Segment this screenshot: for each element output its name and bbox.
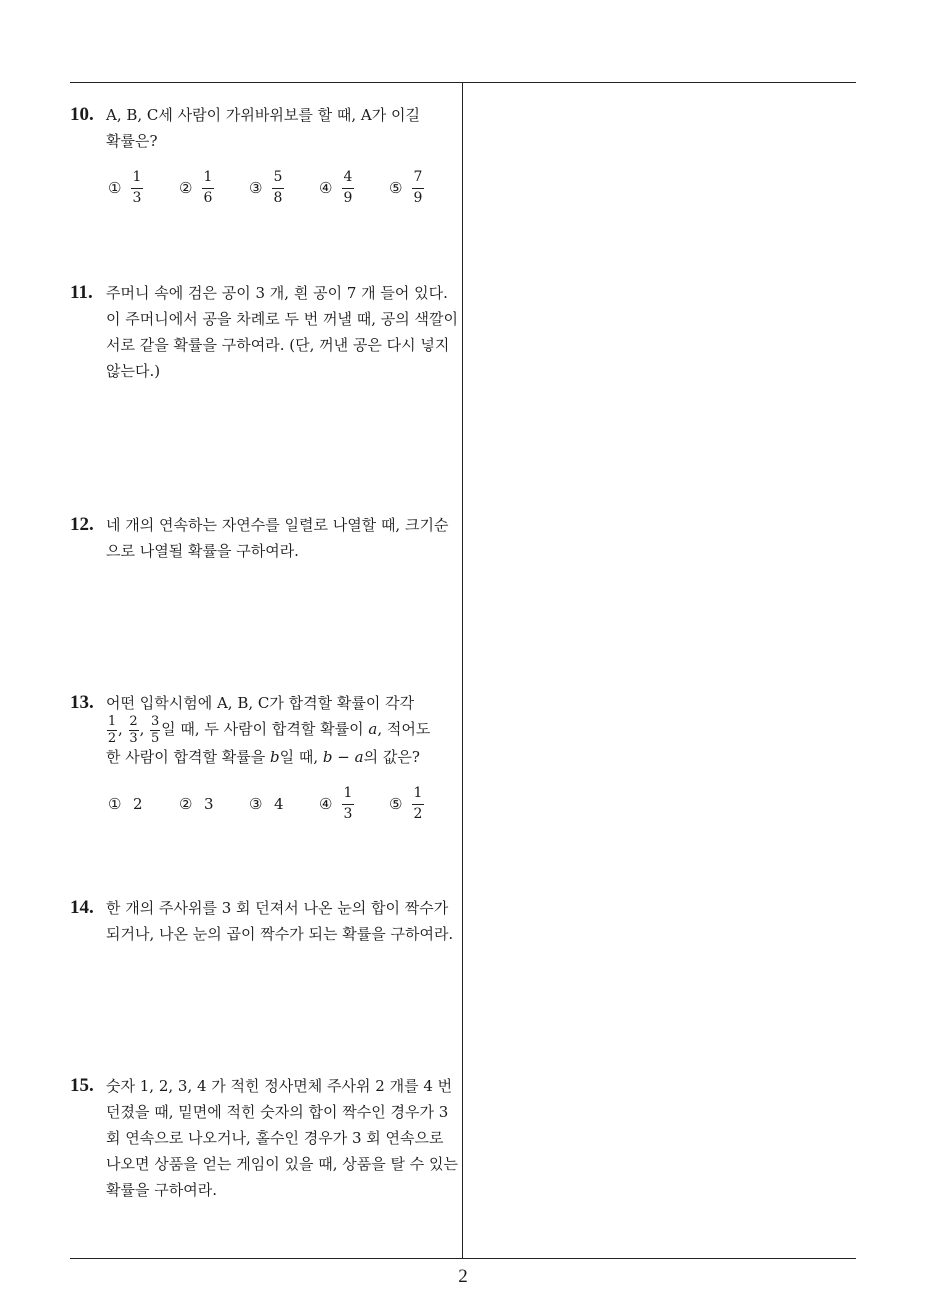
problem-15	[70, 1073, 458, 1203]
problem-number: 15.	[70, 1075, 94, 1096]
problem-line: 나오면 상품을 얻는 게임이 있을 때, 상품을 탈 수 있는	[106, 1155, 458, 1173]
numerator: 4	[343, 169, 353, 185]
problem-number: 14.	[70, 897, 94, 918]
numerator: 7	[413, 169, 423, 185]
problem-line: 서로 같을 확률을 구하여라. (단, 꺼낸 공은 다시 넣지	[106, 336, 450, 354]
page-number: 2	[458, 1266, 468, 1287]
problem-line: 주머니 속에 검은 공이 3 개, 흰 공이 7 개 들어 있다.	[106, 284, 448, 302]
column-divider	[462, 82, 463, 1259]
top-rule	[70, 82, 856, 83]
problem-number: 13.	[70, 692, 94, 713]
fraction	[201, 170, 215, 206]
problem-line: 회 연속으로 나오거나, 홀수인 경우가 3 회 연속으로	[106, 1129, 444, 1147]
choice-value: 3	[204, 795, 214, 813]
problem-line: 던졌을 때, 밑면에 적힌 숫자의 합이 짝수인 경우가 3	[106, 1103, 449, 1121]
choices-13	[108, 786, 468, 830]
problem-line: 확률은?	[106, 132, 158, 150]
denominator: 3	[132, 190, 142, 206]
problem-line: 확률을 구하여라.	[106, 1181, 217, 1199]
denominator: 9	[343, 190, 353, 206]
choice-label: ④	[319, 795, 333, 813]
problem-text	[106, 280, 458, 384]
choices-10	[108, 170, 468, 214]
problem-line: 이 주머니에서 공을 차례로 두 번 꺼낼 때, 공의 색깔이	[106, 310, 458, 328]
numerator: 1	[413, 785, 423, 801]
choice-label: ⑤	[389, 179, 403, 197]
problem-line: 한 사람이 합격할 확률을 b일 때, b − a의 값은?	[106, 748, 420, 766]
numerator: 1	[203, 169, 213, 185]
numerator: 5	[273, 169, 283, 185]
fraction: $\frac{3}{5}$	[150, 714, 160, 746]
fraction	[411, 170, 425, 206]
problem-text	[106, 895, 458, 947]
problem-line: 으로 나열될 확률을 구하여라.	[106, 542, 299, 560]
denominator: 9	[413, 190, 423, 206]
variable-a: a	[368, 720, 378, 738]
problem-12	[70, 512, 458, 564]
numerator: 1	[132, 169, 142, 185]
problem-line: 숫자 1, 2, 3, 4 가 적힌 정사면체 주사위 2 개를 4 번	[106, 1077, 453, 1095]
choice-label: ①	[108, 179, 122, 197]
choice-value: 4	[274, 795, 284, 813]
bottom-rule	[70, 1258, 856, 1259]
fraction	[411, 786, 425, 822]
problem-number: 12.	[70, 514, 94, 535]
problem-11	[70, 280, 458, 384]
problem-text	[106, 102, 458, 154]
problem-number: 10.	[70, 104, 94, 125]
problem-line: A, B, C세 사람이 가위바위보를 할 때, A가 이길	[106, 106, 420, 124]
choice-label: ⑤	[389, 795, 403, 813]
denominator: 8	[273, 190, 283, 206]
variable-b: b	[270, 748, 280, 766]
fraction: $\frac{1}{2}$	[107, 714, 117, 746]
choice-label: ①	[108, 795, 122, 813]
numerator: 1	[343, 785, 353, 801]
problem-text	[106, 690, 458, 770]
fraction	[130, 170, 144, 206]
problem-line: 않는다.)	[106, 362, 161, 380]
choice-label: ②	[179, 795, 193, 813]
problem-13	[70, 690, 458, 770]
problem-10	[70, 102, 458, 154]
fraction	[341, 170, 355, 206]
choice-label: ③	[249, 179, 263, 197]
fraction	[271, 170, 285, 206]
problem-line: 되거나, 나온 눈의 곱이 짝수가 되는 확률을 구하여라.	[106, 925, 454, 943]
choice-label: ③	[249, 795, 263, 813]
choice-value: 2	[133, 795, 143, 813]
problem-14	[70, 895, 458, 947]
denominator: 6	[203, 190, 213, 206]
choice-label: ④	[319, 179, 333, 197]
problem-line: 네 개의 연속하는 자연수를 일렬로 나열할 때, 크기순	[106, 516, 449, 534]
problem-line: 어떤 입학시험에 A, B, C가 합격할 확률이 각각	[106, 694, 415, 712]
fraction: $\frac{2}{3}$	[129, 714, 138, 746]
problem-line: $\frac{1}{2}$, $\frac{2}{3}$, $\frac{3}{5}$일 때, 두 사람이 합격할 확률이 a, 적어도	[107, 714, 431, 746]
denominator: 3	[343, 806, 353, 822]
problem-number: 11.	[70, 282, 93, 303]
denominator: 2	[413, 806, 423, 822]
problem-text	[106, 512, 458, 564]
choice-label: ②	[179, 179, 193, 197]
problem-line: 한 개의 주사위를 3 회 던져서 나온 눈의 합이 짝수가	[106, 899, 449, 917]
fraction	[341, 786, 355, 822]
expression: b − a	[322, 748, 364, 766]
problem-text	[106, 1073, 458, 1203]
